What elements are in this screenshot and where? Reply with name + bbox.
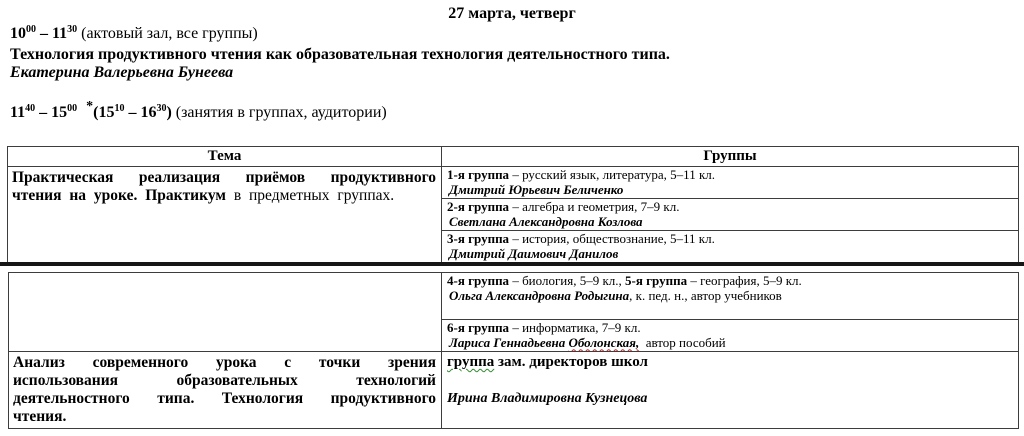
group-6-person-role: автор пособий [639, 334, 726, 350]
session2-time-dash: – [35, 104, 52, 121]
directors-group-line [447, 354, 1013, 371]
session1-speaker: Екатерина Валерьевна Бунеева [10, 64, 234, 81]
group-cell-3 [442, 231, 1019, 264]
directors-group-cell [442, 352, 1019, 429]
group-2-name: 2-я группа [447, 199, 510, 214]
group-cell-1 [442, 167, 1019, 199]
header-cell-tema: Тема [8, 147, 442, 167]
group-3-person: Дмитрий Даимович Данилов [449, 245, 619, 261]
group-2-desc: – алгебра и геометрия, 7–9 кл. [509, 199, 680, 214]
table-separator-line [0, 262, 1024, 266]
tema-cell-practicum [8, 167, 442, 264]
group-3-line [447, 232, 1013, 247]
group-6-person-surname-spellcheck: Оболонская, [568, 334, 640, 350]
group-4-5-person: Ольга Александровна Родыгина [449, 287, 630, 303]
group-4-5-person-line [447, 289, 1013, 304]
session1-location-note: (актовый зал, все группы) [77, 25, 258, 42]
session1-time-end: 11 [52, 25, 68, 42]
group-3-name: 3-я группа [447, 231, 510, 246]
group-cell-6 [442, 320, 1019, 352]
session2-alt-open: (15 [93, 104, 115, 121]
group-6-person-firstname: Лариса Геннадьевна [449, 334, 569, 350]
session1-time-start: 10 [10, 25, 26, 42]
group-6-name: 6-я группа [447, 320, 510, 335]
page-title: 27 марта, четверг [448, 5, 576, 22]
table-row [9, 273, 1019, 320]
session2-alt-dash: – [124, 104, 141, 121]
group-4-desc: – биология, 5–9 кл., [509, 273, 626, 288]
session1-time-start-sup: 00 [26, 24, 36, 35]
group-2-person: Светлана Александровна Козлова [449, 213, 643, 229]
group-6-person-line [447, 336, 1013, 351]
group-cell-4-5 [442, 273, 1019, 320]
directors-person: Ирина Владимировна Кузнецова [447, 391, 648, 406]
header-cell-groups: Группы [442, 147, 1019, 167]
schedule-table-1 [7, 146, 1019, 264]
table-row [9, 352, 1019, 429]
group-5-name: 5-я группа [625, 273, 688, 288]
group-4-5-person-credentials: , к. пед. н., автор учебников [629, 287, 782, 303]
session2-alt-start-sup: 10 [114, 103, 125, 114]
group-6-line [447, 321, 1013, 336]
tema-bold-text: Практическая реализация приёмов продуктивного чтения на уроке. Практикум [12, 169, 436, 204]
tema-regular-text: в предметных группах. [225, 187, 395, 204]
group-6-desc: – информатика, 7–9 кл. [509, 320, 641, 335]
session2-alt-end-sup: 30 [156, 103, 167, 114]
group-1-name: 1-я группа [447, 167, 510, 182]
group-cell-2 [442, 199, 1019, 231]
session1-time-line [10, 24, 258, 44]
session2-time-line [10, 99, 387, 123]
session2-time-start: 11 [10, 104, 26, 121]
group-1-desc: – русский язык, литература, 5–11 кл. [509, 167, 716, 182]
table1-header-row [8, 147, 1019, 167]
group-1-person: Дмитрий Юрьевич Беличенко [449, 181, 624, 197]
group-2-line [447, 200, 1013, 215]
session1-topic: Технология продуктивного чтения как образовательная технология деятельностного типа. [10, 46, 670, 63]
group-4-name: 4-я группа [447, 273, 510, 288]
tema-cell-analysis: Анализ современного урока с точки зрения использования образовательных технологий деятельностного типа. Технология продуктивного чтения. [9, 352, 442, 429]
session2-alt-end: 16 [140, 104, 157, 121]
directors-group-word-grammarcheck: группа [447, 354, 495, 370]
group-5-desc: – география, 5–9 кл. [687, 273, 802, 288]
table-row [8, 167, 1019, 199]
group-1-line [447, 168, 1013, 183]
asterisk-marker: * [86, 99, 94, 114]
group-4-5-line [447, 274, 1013, 289]
session2-location-note: (занятия в группах, аудитории) [171, 104, 387, 121]
session2-time-start-sup: 40 [25, 103, 36, 114]
session1-time-end-sup: 30 [67, 24, 78, 35]
schedule-table-2 [8, 272, 1019, 429]
session2-time-end-sup: 00 [67, 103, 78, 114]
directors-group-rest: зам. директоров школ [494, 354, 648, 370]
empty-tema-cell [9, 273, 442, 352]
group-3-desc: – история, обществознание, 5–11 кл. [509, 231, 715, 246]
session1-time-dash: – [36, 25, 52, 42]
session2-time-end: 15 [51, 104, 68, 121]
session2-alt-close: ) [166, 104, 172, 121]
